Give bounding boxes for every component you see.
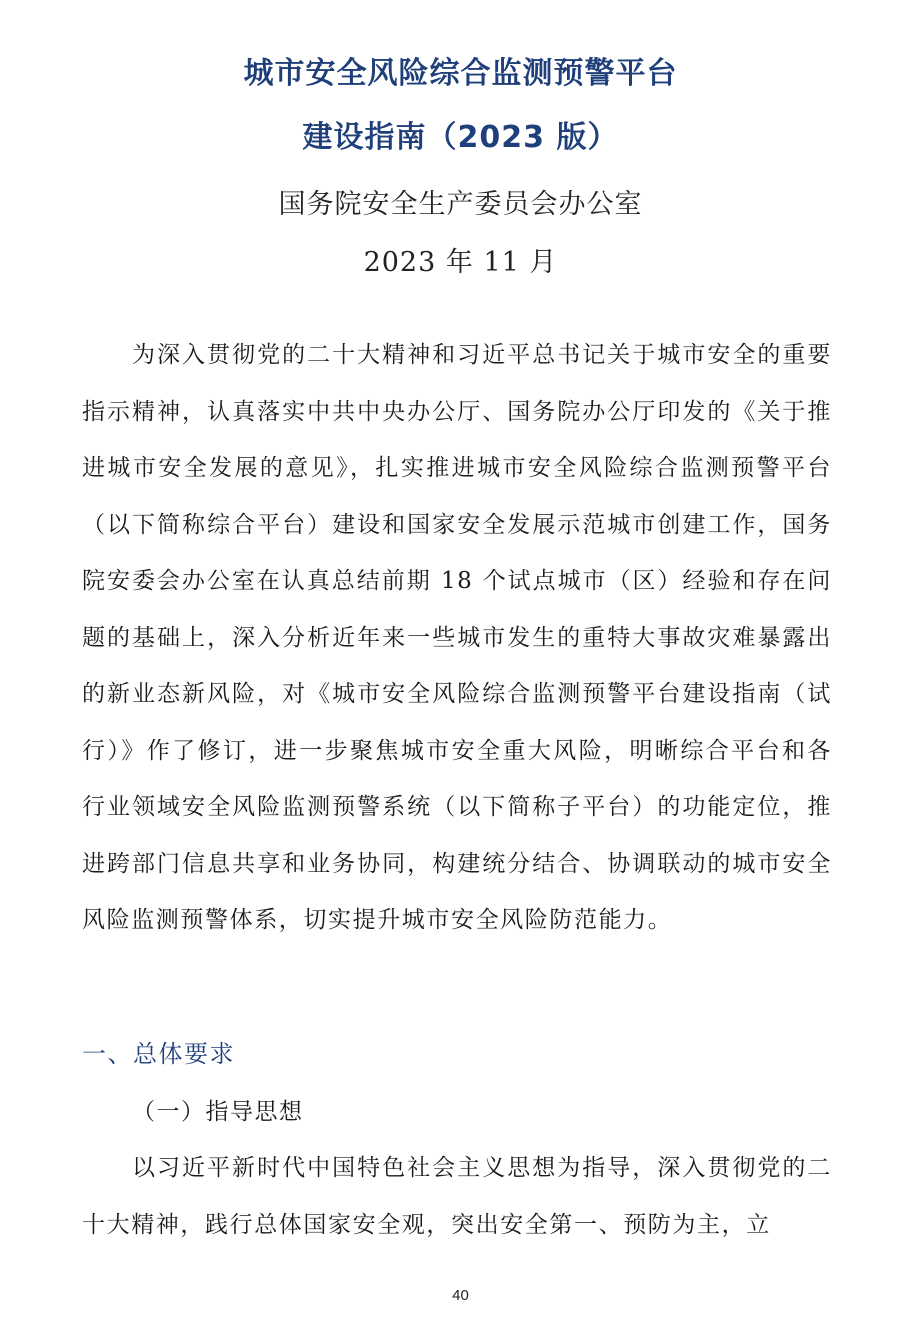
document-title-line-1: 城市安全风险综合监测预警平台	[243, 56, 678, 91]
document-title-line-2: 建设指南（2023 版）	[302, 120, 619, 155]
section-heading-general-requirements: 一、总体要求	[82, 1040, 235, 1068]
subsection-heading-guiding-ideology: （一）指导思想	[132, 1099, 304, 1125]
intro-paragraph: 为深入贯彻党的二十大精神和习近平总书记关于城市安全的重要指示精神，认真落实中共中央办公厅、国务院办公厅印发的《关于推进城市安全发展的意见》，扎实推进城市安全风险综合监测预警平台（以下简称综合平台）建设和国家安全发展示范城市创建工作，国务院安委会办公室在认真总结前期 18 个试点城市（区）经验和存在问题的基础上，深入分析近年来一些城市发生的重特大事故灾难暴露出的新业态新风险，对《城市安全风险综合监测预警平台建设指南（试行）》作了修订，进一步聚焦城市安全重大风险，明晰综合平台和各行业领域安全风险监测预警系统（以下简称子平台）的功能定位，推进跨部门信息共享和业务协同，构建统分结合、协调联动的城市安全风险监测预警体系，切实提升城市安全风险防范能力。	[82, 342, 832, 933]
page-number: 40	[452, 1287, 469, 1304]
document-issuer: 国务院安全生产委员会办公室	[278, 189, 643, 220]
guiding-ideology-paragraph: 以习近平新时代中国特色社会主义思想为指导，深入贯彻党的二十大精神，践行总体国家安全观，突出安全第一、预防为主，立	[82, 1155, 832, 1238]
document-date: 2023 年 11 月	[363, 247, 558, 278]
